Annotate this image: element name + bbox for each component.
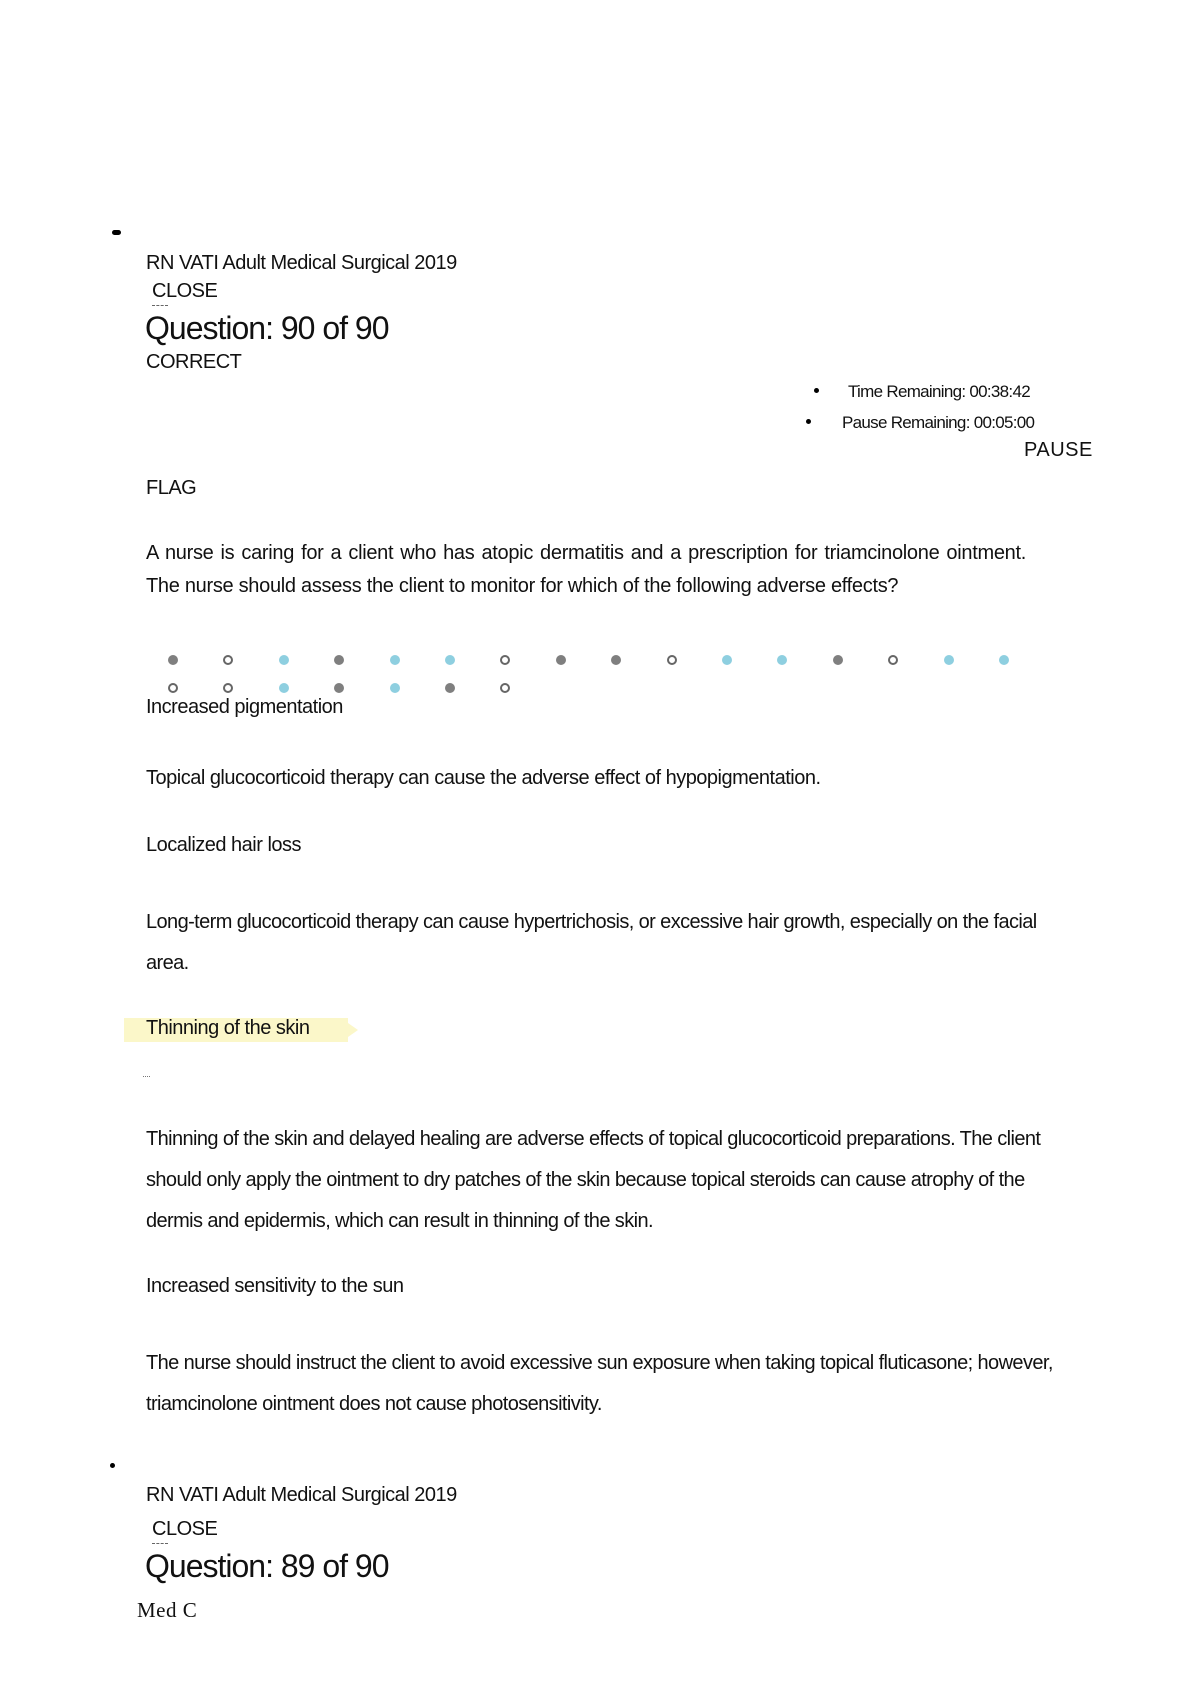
- question-nav-dot[interactable]: [334, 683, 344, 693]
- question-nav-dot[interactable]: [667, 655, 677, 665]
- question-nav-dot[interactable]: [279, 683, 289, 693]
- question-nav-dot[interactable]: [500, 655, 510, 665]
- question-nav-dot[interactable]: [722, 655, 732, 665]
- question-nav-dot[interactable]: [390, 655, 400, 665]
- question-nav-dot[interactable]: [445, 683, 455, 693]
- question-nav-dot[interactable]: [944, 655, 954, 665]
- option-label[interactable]: Increased pigmentation: [146, 696, 343, 718]
- question-counter: Question: 89 of 90: [145, 1548, 389, 1584]
- close-button[interactable]: CLOSE: [152, 280, 218, 302]
- option-rationale: Thinning of the skin and delayed healing are adverse effects of topical glucocorticoid preparations. The client should only apply the ointment to dry patches of the skin because topical steroids can cause atrophy of the dermis and epidermis, which can result in thinning of the skin.: [146, 1128, 1041, 1232]
- close-button[interactable]: CLOSE: [152, 1518, 218, 1540]
- question-nav-dot[interactable]: [168, 655, 178, 665]
- flag-button[interactable]: FLAG: [146, 477, 197, 499]
- option-rationale: Topical glucocorticoid therapy can cause the adverse effect of hypopigmentation.: [146, 767, 821, 789]
- question-nav-dot[interactable]: [279, 655, 289, 665]
- question-nav-dot[interactable]: [223, 683, 233, 693]
- question-counter: Question: 90 of 90: [145, 310, 389, 346]
- question-nav-dot[interactable]: [500, 683, 510, 693]
- question-nav-dot[interactable]: [888, 655, 898, 665]
- list-bullet: [814, 388, 819, 393]
- course-title: RN VATI Adult Medical Surgical 2019: [146, 1484, 457, 1506]
- question-nav-dot[interactable]: [390, 683, 400, 693]
- question-nav-dot[interactable]: [445, 655, 455, 665]
- question-nav-dot[interactable]: [777, 655, 787, 665]
- answer-marker: [143, 1076, 150, 1077]
- option-rationale: The nurse should instruct the client to avoid excessive sun exposure when taking topical fluticasone; however, triamcinolone ointment does not cause photosensitivity.: [146, 1352, 1053, 1415]
- question-nav-dot[interactable]: [556, 655, 566, 665]
- pause-remaining: Pause Remaining: 00:05:00: [842, 413, 1035, 432]
- list-bullet: [110, 1463, 115, 1468]
- list-bullet: [806, 419, 811, 424]
- question-nav-dot[interactable]: [168, 683, 178, 693]
- question-text: A nurse is caring for a client who has atopic dermatitis and a prescription for triamcinolone ointment. The nurse should assess the client to monitor for which of the following adverse effects?: [146, 542, 1026, 597]
- footer-text: Med C: [137, 1598, 198, 1622]
- question-nav-dot[interactable]: [833, 655, 843, 665]
- question-nav-dot[interactable]: [611, 655, 621, 665]
- list-bullet: [112, 230, 121, 235]
- question-nav-dot[interactable]: [999, 655, 1009, 665]
- course-title: RN VATI Adult Medical Surgical 2019: [146, 252, 457, 274]
- status-label: CORRECT: [146, 351, 242, 373]
- pause-button[interactable]: PAUSE: [1024, 439, 1093, 461]
- option-label-correct[interactable]: Thinning of the skin: [146, 1017, 310, 1039]
- option-rationale: Long-term glucocorticoid therapy can cause hypertrichosis, or excessive hair growth, especially on the facial area.: [146, 911, 1037, 974]
- question-nav-dot[interactable]: [223, 655, 233, 665]
- question-nav-dot[interactable]: [334, 655, 344, 665]
- option-label[interactable]: Localized hair loss: [146, 834, 302, 856]
- time-remaining: Time Remaining: 00:38:42: [848, 382, 1030, 401]
- option-label[interactable]: Increased sensitivity to the sun: [146, 1275, 404, 1297]
